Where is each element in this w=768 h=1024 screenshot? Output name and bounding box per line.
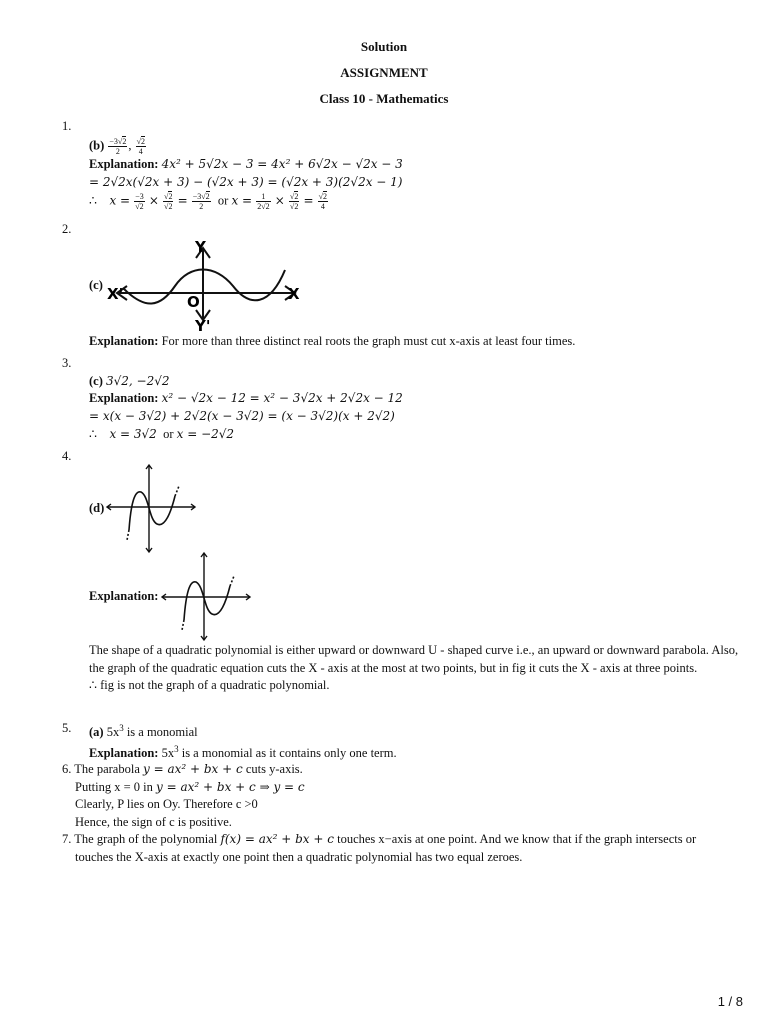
q7-line1-post: touches x−axis at one point. And we know that if the graph intersects or [337,832,697,846]
q2-explanation-text: For more than three distinct real roots the graph must cut x-axis at least four times. [161,334,576,348]
q5-expl-base: 5x [161,746,175,761]
q1-number: 1. [62,119,72,133]
q1-frac-f: $\frac{√2}{4}$ [318,192,328,211]
q1-explanation-line2 [89,174,402,191]
q6-number: 6. [62,762,72,776]
q1-frac-b: $\frac{√2}{√2}$ [164,192,173,211]
page-title: Solution [360,39,408,54]
q7-line1-math: f(x) = ax² + bx + c [220,832,334,846]
q5-explanation-label: Explanation: [89,746,159,761]
q1-math-line2: = 2√2x(√2x + 3) − (√2x + 3) = (√2x + 3)(2√2x − 1) [89,175,403,189]
q5-number: 5. [62,721,72,735]
q1-frac-c: $\frac{-3√2}{2}$ [192,192,210,211]
q3-explanation-label: Explanation: [89,391,159,405]
q2-option-label: (c) [89,278,103,292]
q4-graph-option [105,462,197,554]
q2-graph-yprime-label: Y' [195,317,211,335]
q4-option-label: (d) [89,501,105,515]
q4-option [89,500,104,517]
q5-answer-text: is a monomial [123,725,198,740]
q2-number: 2. [62,222,72,236]
class-heading: Class 10 - Mathematics [319,91,449,106]
q6-line1 [62,761,303,778]
q6-line4: Hence, the sign of c is positive. [75,815,232,829]
q3-answer [89,373,170,390]
q6-line3: Clearly, P lies on Oy. Therefore c >0 [75,797,258,811]
q5-expl-text: is a monomial as it contains only one term. [178,746,397,761]
q2-explanation [89,333,575,350]
q5-option: (a) [89,725,104,740]
q5-answer [89,720,198,741]
q6-line1-math: y = ax² + bx + c [143,762,243,776]
q5-explanation [89,741,397,762]
q1-explanation-label: Explanation: [89,157,159,171]
q3-explanation-line2 [89,408,395,425]
q2-explanation-label: Explanation: [89,334,159,348]
q7-line2: touches the X-axis at exactly one point then a quadratic polynomial has two equal zeroes. [75,850,523,864]
therefore-symbol: ∴ [89,193,97,208]
q4-graph-explanation [160,550,252,642]
q4-explanation-label-line [89,588,158,605]
q7-number: 7. [62,832,72,846]
q1-frac-d: $\frac{1}{2√2}$ [257,192,270,211]
q6-line2-math: y = ax² + bx + c ⇒ y = c [156,780,305,794]
q5-answer-exponent: 3 [119,723,124,733]
q1-explanation-line3: ∴ x = $\frac{-3}{√2}$ × $\frac{√2}{√2}$ = $\frac{-3√2}{2}$ or x = $\frac{1}{2√2}$ × $\frac{√2}{√2}$ = $\frac{√2}{4}$ [89,192,328,211]
q2-graph-x-label: X [288,285,300,303]
q3-answer-value: 3√2, −2√2 [106,374,170,388]
page-number: 1 / 8 [717,994,743,1009]
q6-line2-pre: Putting x = 0 in [75,780,153,794]
q6-line2 [75,779,305,796]
q3-or: or [163,427,174,441]
q1-or: or [217,193,229,208]
q4-conclusion: ∴ fig is not the graph of a quadratic polynomial. [89,678,330,692]
therefore-symbol: ∴ [89,427,97,441]
q5-answer-base: 5x [106,725,120,740]
q2-option [89,277,103,294]
q1-math-line1: 4x² + 5√2x − 3 = 4x² + 6√2x − √2x − 3 [161,157,403,171]
q1-frac-e: $\frac{√2}{√2}$ [289,192,299,211]
q3-math-line1: x² − √2x − 12 = x² − 3√2x + 2√2x − 12 [161,391,403,405]
q6-line1-pre: The parabola [74,762,140,776]
q2-graph [105,238,305,335]
q5-expl-exponent: 3 [174,744,179,754]
q4-number: 4. [62,449,72,463]
q3-root2: x = −2√2 [176,427,235,441]
q3-math-line2: = x(x − 3√2) + 2√2(x − 3√2) = (x − 3√2)(x + 2√2) [89,409,395,423]
q1-answer-frac1: $\frac{-3√2}{2}$ [109,137,127,156]
q1-answer-frac2: $\frac{√2}{4}$ [136,137,145,156]
q2-graph-origin-label: O [187,293,200,311]
q7-line1 [62,831,696,848]
q2-graph-y-label: Y [195,238,206,256]
q6-line1-post: cuts y-axis. [245,762,303,776]
q1-answer: (b) $\frac{-3√2}{2}$ , $\frac{√2}{4}$ [89,137,145,156]
q7-line1-pre: The graph of the polynomial [74,832,218,846]
q1-frac-a: $\frac{-3}{√2}$ [135,192,144,211]
q3-root1: x = 3√2 [109,427,157,441]
q3-number: 3. [62,356,72,370]
q2-graph-xprime-label: X' [107,285,124,303]
q1-explanation-line1 [89,156,403,173]
q3-explanation-line1 [89,390,403,407]
q4-explanation-paragraph: The shape of a quadratic polynomial is either upward or downward U - shaped curve i.e., an upward or downward parabola. Also, the graph of the quadratic equation cuts the X - axis at the most at two points, but in fig it cuts the X - axis at three points. [89,643,739,675]
assignment-heading: ASSIGNMENT [340,65,428,80]
q4-explanation-label: Explanation: [89,589,159,603]
q3-option: (c) [89,374,103,388]
q1-option: (b) [89,138,105,153]
q3-explanation-line3 [89,426,234,443]
